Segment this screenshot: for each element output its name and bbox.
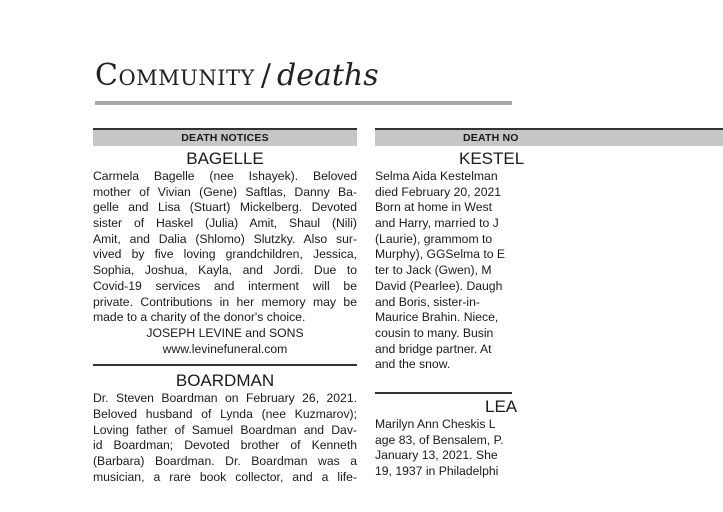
notice-line: Beloved husband of Lynda (nee Kuzmarov); bbox=[93, 406, 357, 421]
funeral-website[interactable]: www.levinefuneral.com bbox=[162, 341, 288, 356]
notice-body bbox=[93, 391, 357, 485]
notice-kestel bbox=[375, 149, 525, 373]
notice-line: Murphy), GGSelma to E bbox=[375, 247, 506, 262]
notice-line: age 83, of Bensalem, P. bbox=[375, 432, 504, 447]
death-notices-band: DEATH NO bbox=[375, 128, 723, 146]
notice-body bbox=[375, 417, 512, 480]
section-slash: / bbox=[260, 58, 272, 93]
notice-line: Loving father of Samuel Boardman and Dav- bbox=[93, 422, 357, 437]
header-rule bbox=[95, 101, 512, 105]
notice-line: Carmela Bagelle (nee Ishayek). Beloved bbox=[93, 169, 357, 183]
notice-line: (Barbara) Boardman. Dr. Boardman was a bbox=[93, 454, 357, 469]
notice-line: (Laurie), grammom to bbox=[375, 231, 493, 246]
notice-line: musician, a rare book collector, and a life- bbox=[93, 469, 357, 484]
notice-line: Marilyn Ann Cheskis L bbox=[375, 416, 496, 431]
notice-line: January 13, 2021. She bbox=[375, 448, 498, 463]
notice-line: David (Pearlee). Daugh bbox=[375, 278, 503, 293]
notice-line: and Harry, married to J bbox=[375, 216, 499, 231]
left-column bbox=[93, 128, 357, 485]
notice-divider bbox=[93, 364, 357, 366]
notice-line: Born at home in West bbox=[375, 200, 492, 215]
notice-lea bbox=[375, 396, 518, 480]
notice-line: Maurice Brahin. Niece, bbox=[375, 310, 499, 325]
notice-line: private. Contributions in her memory may be bbox=[93, 294, 357, 309]
section-header bbox=[95, 58, 379, 93]
notice-bagelle bbox=[93, 149, 357, 357]
section-title: Community bbox=[95, 58, 255, 93]
funeral-home: JOSEPH LEVINE and SONS bbox=[146, 325, 304, 340]
notice-line: Amit, and Dalia (Shlomo) Slutzky. Also sur- bbox=[93, 231, 357, 246]
notice-line: vived by five loving grandchildren, Jessica, bbox=[93, 247, 357, 262]
right-column bbox=[375, 128, 525, 480]
notice-line: ter to Jack (Gwen), M bbox=[375, 263, 492, 278]
notice-line: sister of Haskel (Julia) Amit, Shaul (Nili) bbox=[93, 216, 357, 231]
death-notices-band: DEATH NOTICES bbox=[93, 128, 357, 146]
notice-name: KESTEL bbox=[459, 149, 525, 168]
notice-boardman bbox=[93, 371, 357, 485]
section-subtitle: deaths bbox=[277, 58, 379, 93]
notice-line: Sophia, Joshua, Kayla, and Jordi. Due to bbox=[93, 263, 357, 278]
notice-line: and Boris, sister-in- bbox=[375, 294, 480, 309]
notice-line: Dr. Steven Boardman on February 26, 2021. bbox=[93, 391, 357, 406]
notice-line: Selma Aida Kestelman bbox=[375, 169, 498, 183]
notice-body bbox=[93, 169, 357, 326]
notice-line: died February 20, 2021 bbox=[375, 184, 502, 199]
notice-line: id Boardman; Devoted brother of Kenneth bbox=[93, 438, 357, 453]
notice-line: made to a charity of the donor's choice. bbox=[93, 310, 306, 325]
notice-name: LEA bbox=[485, 396, 518, 416]
notice-divider bbox=[375, 392, 512, 394]
notice-name: BOARDMAN bbox=[175, 371, 275, 391]
notice-line: 19, 1937 in Philadelphi bbox=[375, 464, 499, 478]
notice-line: cousin to many. Busin bbox=[375, 325, 494, 340]
notice-line: Covid-19 services and interment will be bbox=[93, 278, 357, 293]
notice-line: mother of Vivian (Gene) Saftlas, Danny Ba- bbox=[93, 184, 357, 199]
notice-line: and the snow. bbox=[375, 357, 451, 372]
notice-body bbox=[375, 169, 512, 373]
notice-line: and bridge partner. At bbox=[375, 341, 492, 356]
notice-line: gelle and Lisa (Stuart) Mickelberg. Devoted bbox=[93, 200, 357, 215]
notice-name: BAGELLE bbox=[186, 149, 264, 168]
